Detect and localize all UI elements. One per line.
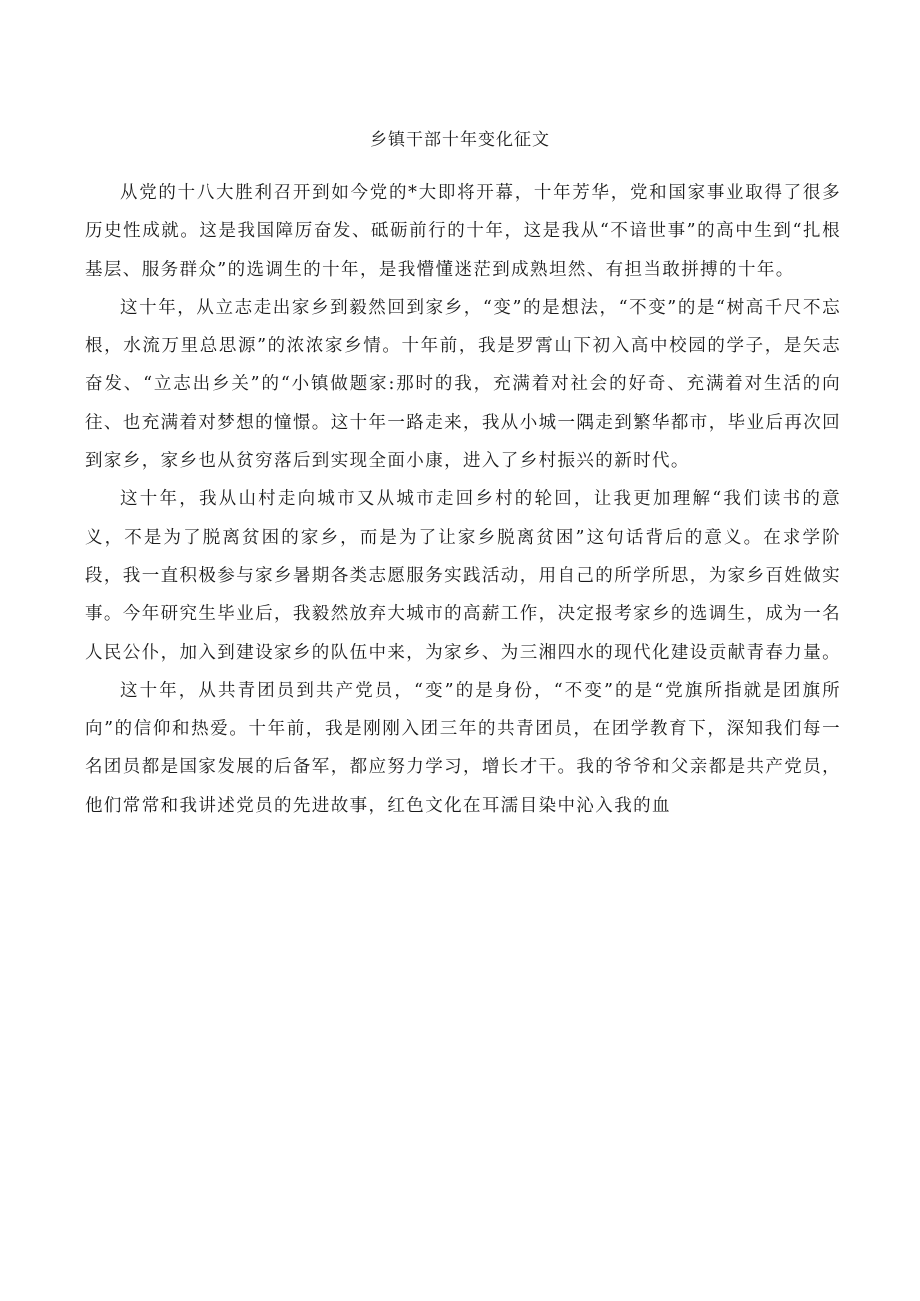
document-body: [85, 174, 841, 825]
paragraph-4: 这十年，从共青团员到共产党员，“变”的是身份，“不变”的是“党旗所指就是团旗所向”的信仰和热爱。十年前，我是刚刚入团三年的共青团员，在团学教育下，深知我们每一名团员都是国家发展的后备军，都应努力学习，增长才干。我的爷爷和父亲都是共产党员，他们常常和我讲述党员的先进故事，红色文化在耳濡目染中沁入我的血: [85, 680, 841, 816]
paragraph-2: 这十年，从立志走出家乡到毅然回到家乡，“变”的是想法，“不变”的是“树高千尺不忘根，水流万里总思源”的浓浓家乡情。十年前，我是罗霄山下初入高中校园的学子，是矢志奋发、“立志出乡关”的“小镇做题家:那时的我，充满着对社会的好奇、充满着对生活的向往、也充满着对梦想的憧憬。这十年一路走来，我从小城一隅走到繁华都市，毕业后再次回到家乡，家乡也从贫穷落后到实现全面小康，进入了乡村振兴的新时代。: [85, 297, 841, 472]
paragraph-3: 这十年，我从山村走向城市又从城市走回乡村的轮回，让我更加理解“我们读书的意义，不是为了脱离贫困的家乡，而是为了让家乡脱离贫困”这句话背后的意义。在求学阶段，我一直积极参与家乡暑期各类志愿服务实践活动，用自己的所学所思，为家乡百姓做实事。今年研究生毕业后，我毅然放弃大城市的高薪工作，决定报考家乡的选调生，成为一名人民公仆，加入到建设家乡的队伍中来，为家乡、为三湘四水的现代化建设贡献青春力量。: [85, 489, 841, 663]
paragraph-1: 从党的十八大胜利召开到如今党的*大即将开幕，十年芳华，党和国家事业取得了很多历史性成就。这是我国障厉奋发、砥砺前行的十年，这是我从“不谙世事”的高中生到“扎根基层、服务群众”的选调生的十年，是我懵懂迷茫到成熟坦然、有担当敢拼搏的十年。: [85, 183, 841, 280]
document-title: 乡镇干部十年变化征文: [370, 130, 550, 150]
